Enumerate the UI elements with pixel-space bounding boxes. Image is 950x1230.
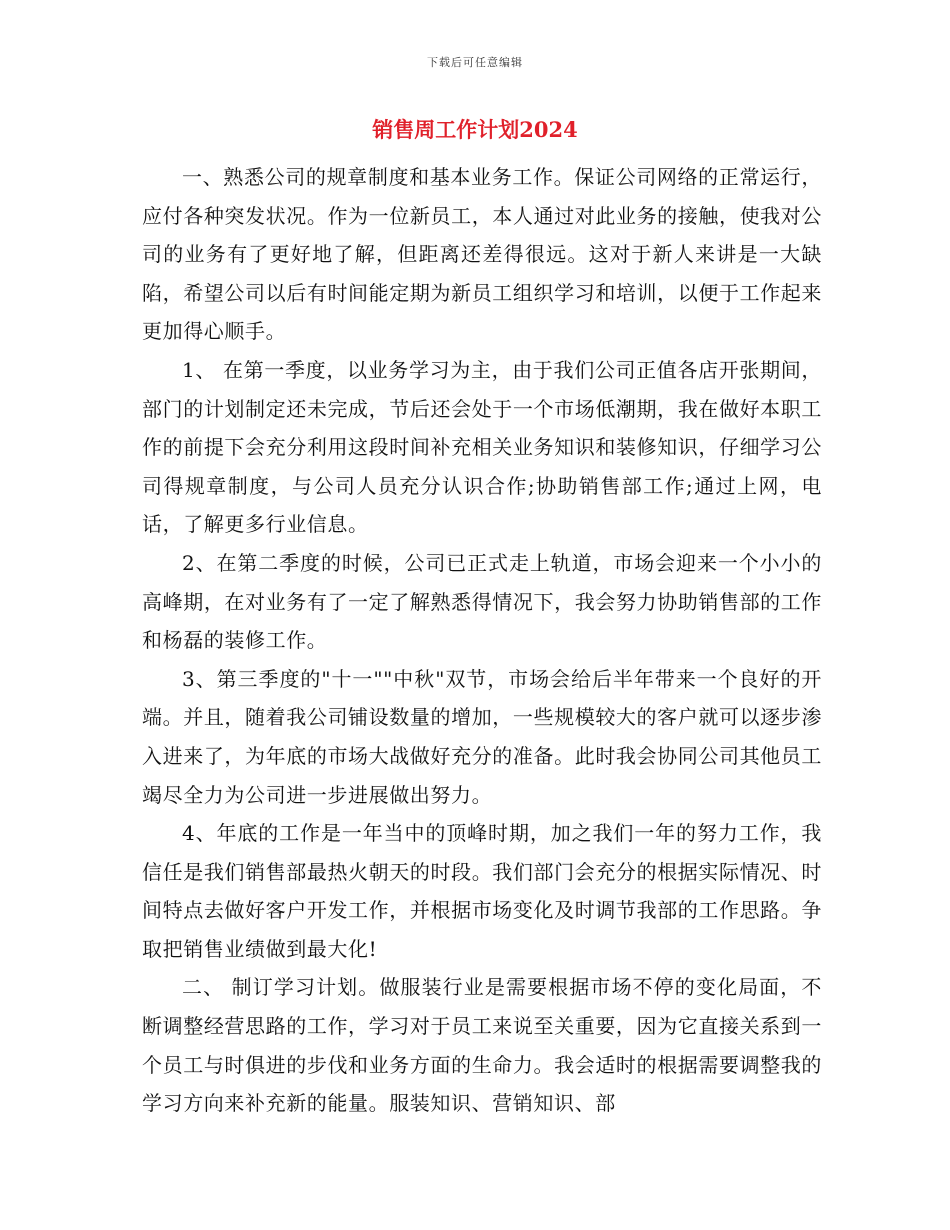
paragraph-section-2: 二、 制订学习计划。做服装行业是需要根据市场不停的变化局面，不断调整经营思路的工作，学习对于员工来说至关重要，因为它直接关系到一个员工与时俱进的步伐和业务方面的生命力。我会适时的根据需要调整我的学习方向来补充新的能量。服装知识、营销知识、部 <box>142 975 822 1116</box>
paragraph-q2: 2、在第二季度的时候，公司已正式走上轨道，市场会迎来一个小小的高峰期，在对业务有了一定了解熟悉得情况下，我会努力协助销售部的工作和杨磊的装修工作。 <box>142 550 822 653</box>
document-body <box>142 158 822 1123</box>
page-header-note: 下载后可任意编辑 <box>427 56 523 69</box>
paragraph-q1: 1、 在第一季度，以业务学习为主，由于我们公司正值各店开张期间，部门的计划制定还未完成，节后还会处于一个市场低潮期，我在做好本职工作的前提下会充分利用这段时间补充相关业务知识和装修知识，仔细学习公司得规章制度，与公司人员充分认识合作;协助销售部工作;通过上网，电话，了解更多行业信息。 <box>142 357 822 537</box>
paragraph-q3: 3、第三季度的"十一""中秋"双节，市场会给后半年带来一个良好的开端。并且，随着我公司铺设数量的增加，一些规模较大的客户就可以逐步渗入进来了，为年底的市场大战做好充分的准备。此时我会协同公司其他员工竭尽全力为公司进一步进展做出努力。 <box>142 666 822 807</box>
paragraph-section-1: 一、熟悉公司的规章制度和基本业务工作。保证公司网络的正常运行，应付各种突发状况。作为一位新员工，本人通过对此业务的接触，使我对公司的业务有了更好地了解，但距离还差得很远。这对于新人来讲是一大缺陷，希望公司以后有时间能定期为新员工组织学习和培训，以便于工作起来更加得心顺手。 <box>142 165 822 344</box>
document-title: 销售周工作计划2024 <box>372 117 578 142</box>
paragraph-q4: 4、年底的工作是一年当中的顶峰时期，加之我们一年的努力工作，我信任是我们销售部最热火朝天的时段。我们部门会充分的根据实际情况、时间特点去做好客户开发工作，并根据市场变化及时调节我部的工作思路。争取把销售业绩做到最大化! <box>142 821 822 961</box>
